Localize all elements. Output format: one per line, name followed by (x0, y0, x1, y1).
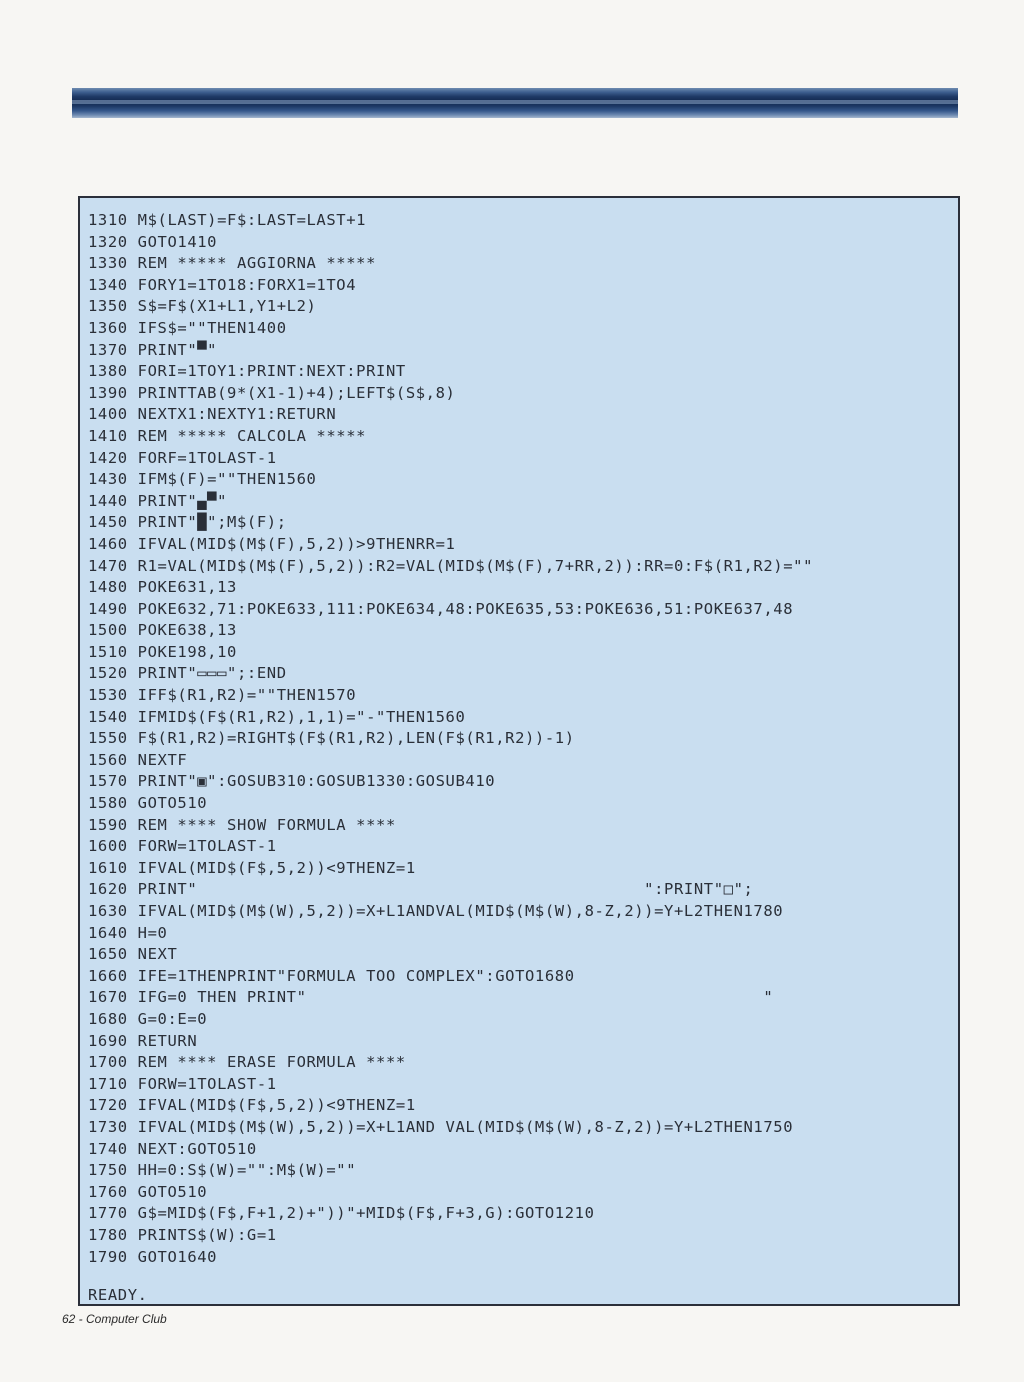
page-footer: 62 - Computer Club (62, 1312, 167, 1326)
code-line: 1570 PRINT"▣":GOSUB310:GOSUB1330:GOSUB410 (88, 772, 496, 791)
code-line: 1470 R1=VAL(MID$(M$(F),5,2)):R2=VAL(MID$(M$(F),7+RR,2)):RR=0:F$(R1,R2)="" (88, 556, 814, 575)
code-line: 1480 POKE631,13 (88, 578, 237, 597)
code-line: 1360 IFS$=""THEN1400 (88, 318, 287, 337)
code-line: 1630 IFVAL(MID$(M$(W),5,2))=X+L1ANDVAL(MID$(M$(W),8-Z,2))=Y+L2THEN1780 (88, 902, 784, 920)
code-line: 1330 REM ***** AGGIORNA ***** (88, 254, 377, 273)
code-line: 1760 GOTO510 (88, 1182, 208, 1201)
code-listing (78, 196, 960, 1306)
code-line: 1410 REM ***** CALCOLA ***** (88, 426, 367, 445)
code-line: 1500 POKE638,13 (88, 621, 237, 640)
code-line: 1420 FORF=1TOLAST-1 (88, 448, 277, 467)
code-line: 1520 PRINT"▭▭▭";:END (88, 664, 287, 683)
code-line: 1590 REM **** SHOW FORMULA **** (88, 815, 396, 834)
code-line: 1770 G$=MID$(F$,F+1,2)+"))"+MID$(F$,F+3,G):GOTO1210 (88, 1204, 595, 1223)
code-line: 1510 POKE198,10 (88, 642, 237, 661)
header-bar (72, 88, 958, 118)
code-line: 1530 IFF$(R1,R2)=""THEN1570 (88, 686, 357, 705)
code-line: 1740 NEXT:GOTO510 (88, 1139, 257, 1158)
code-line: 1450 PRINT"█";M$(F); (88, 513, 287, 532)
code-line: 1400 NEXTX1:NEXTY1:RETURN (88, 405, 337, 424)
code-line: 1430 IFM$(F)=""THEN1560 (88, 470, 317, 489)
code-line: 1600 FORW=1TOLAST-1 (88, 837, 277, 856)
code-line: 1540 IFMID$(F$(R1,R2),1,1)="-"THEN1560 (88, 707, 466, 726)
code-line: 1750 HH=0:S$(W)="":M$(W)="" (88, 1161, 357, 1180)
code-line: 1610 IFVAL(MID$(F$,5,2))<9THENZ=1 (88, 858, 416, 877)
code-line: 1350 S$=F$(X1+L1,Y1+L2) (88, 297, 317, 316)
code-line: 1320 GOTO1410 (88, 232, 218, 251)
code-line: 1340 FORY1=1TO18:FORX1=1TO4 (88, 275, 357, 294)
code-line: 1650 NEXT (88, 945, 178, 964)
code-lines (88, 210, 958, 1268)
code-line: 1390 PRINTTAB(9*(X1-1)+4);LEFT$(S$,8) (88, 383, 456, 402)
code-line: 1620 PRINT" ":PRINT"□"; (88, 880, 754, 899)
code-line: 1370 PRINT"▀" (88, 340, 218, 359)
code-line: 1440 PRINT"▄▀" (88, 491, 228, 510)
ready-prompt: READY. (88, 1286, 148, 1304)
code-line: 1700 REM **** ERASE FORMULA **** (88, 1053, 406, 1072)
code-line: 1670 IFG=0 THEN PRINT" " (88, 988, 774, 1007)
code-line: 1580 GOTO510 (88, 794, 208, 813)
code-line: 1380 FORI=1TOY1:PRINT:NEXT:PRINT (88, 362, 406, 381)
code-line: 1660 IFE=1THENPRINT"FORMULA TOO COMPLEX":GOTO1680 (88, 966, 575, 985)
code-line: 1550 F$(R1,R2)=RIGHT$(F$(R1,R2),LEN(F$(R1,R2))-1) (88, 729, 575, 748)
code-line: 1720 IFVAL(MID$(F$,5,2))<9THENZ=1 (88, 1096, 416, 1115)
code-line: 1310 M$(LAST)=F$:LAST=LAST+1 (88, 211, 367, 229)
code-line: 1460 IFVAL(MID$(M$(F),5,2))>9THENRR=1 (88, 534, 456, 553)
code-line: 1780 PRINTS$(W):G=1 (88, 1225, 277, 1244)
code-line: 1690 RETURN (88, 1031, 198, 1050)
code-line: 1730 IFVAL(MID$(M$(W),5,2))=X+L1AND VAL(MID$(M$(W),8-Z,2))=Y+L2THEN1750 (88, 1117, 794, 1136)
code-line: 1560 NEXTF (88, 750, 188, 769)
code-line: 1710 FORW=1TOLAST-1 (88, 1074, 277, 1093)
code-line: 1490 POKE632,71:POKE633,111:POKE634,48:POKE635,53:POKE636,51:POKE637,48 (88, 599, 794, 618)
code-line: 1640 H=0 (88, 923, 168, 942)
code-line: 1680 G=0:E=0 (88, 1009, 208, 1028)
code-line: 1790 GOTO1640 (88, 1247, 218, 1266)
